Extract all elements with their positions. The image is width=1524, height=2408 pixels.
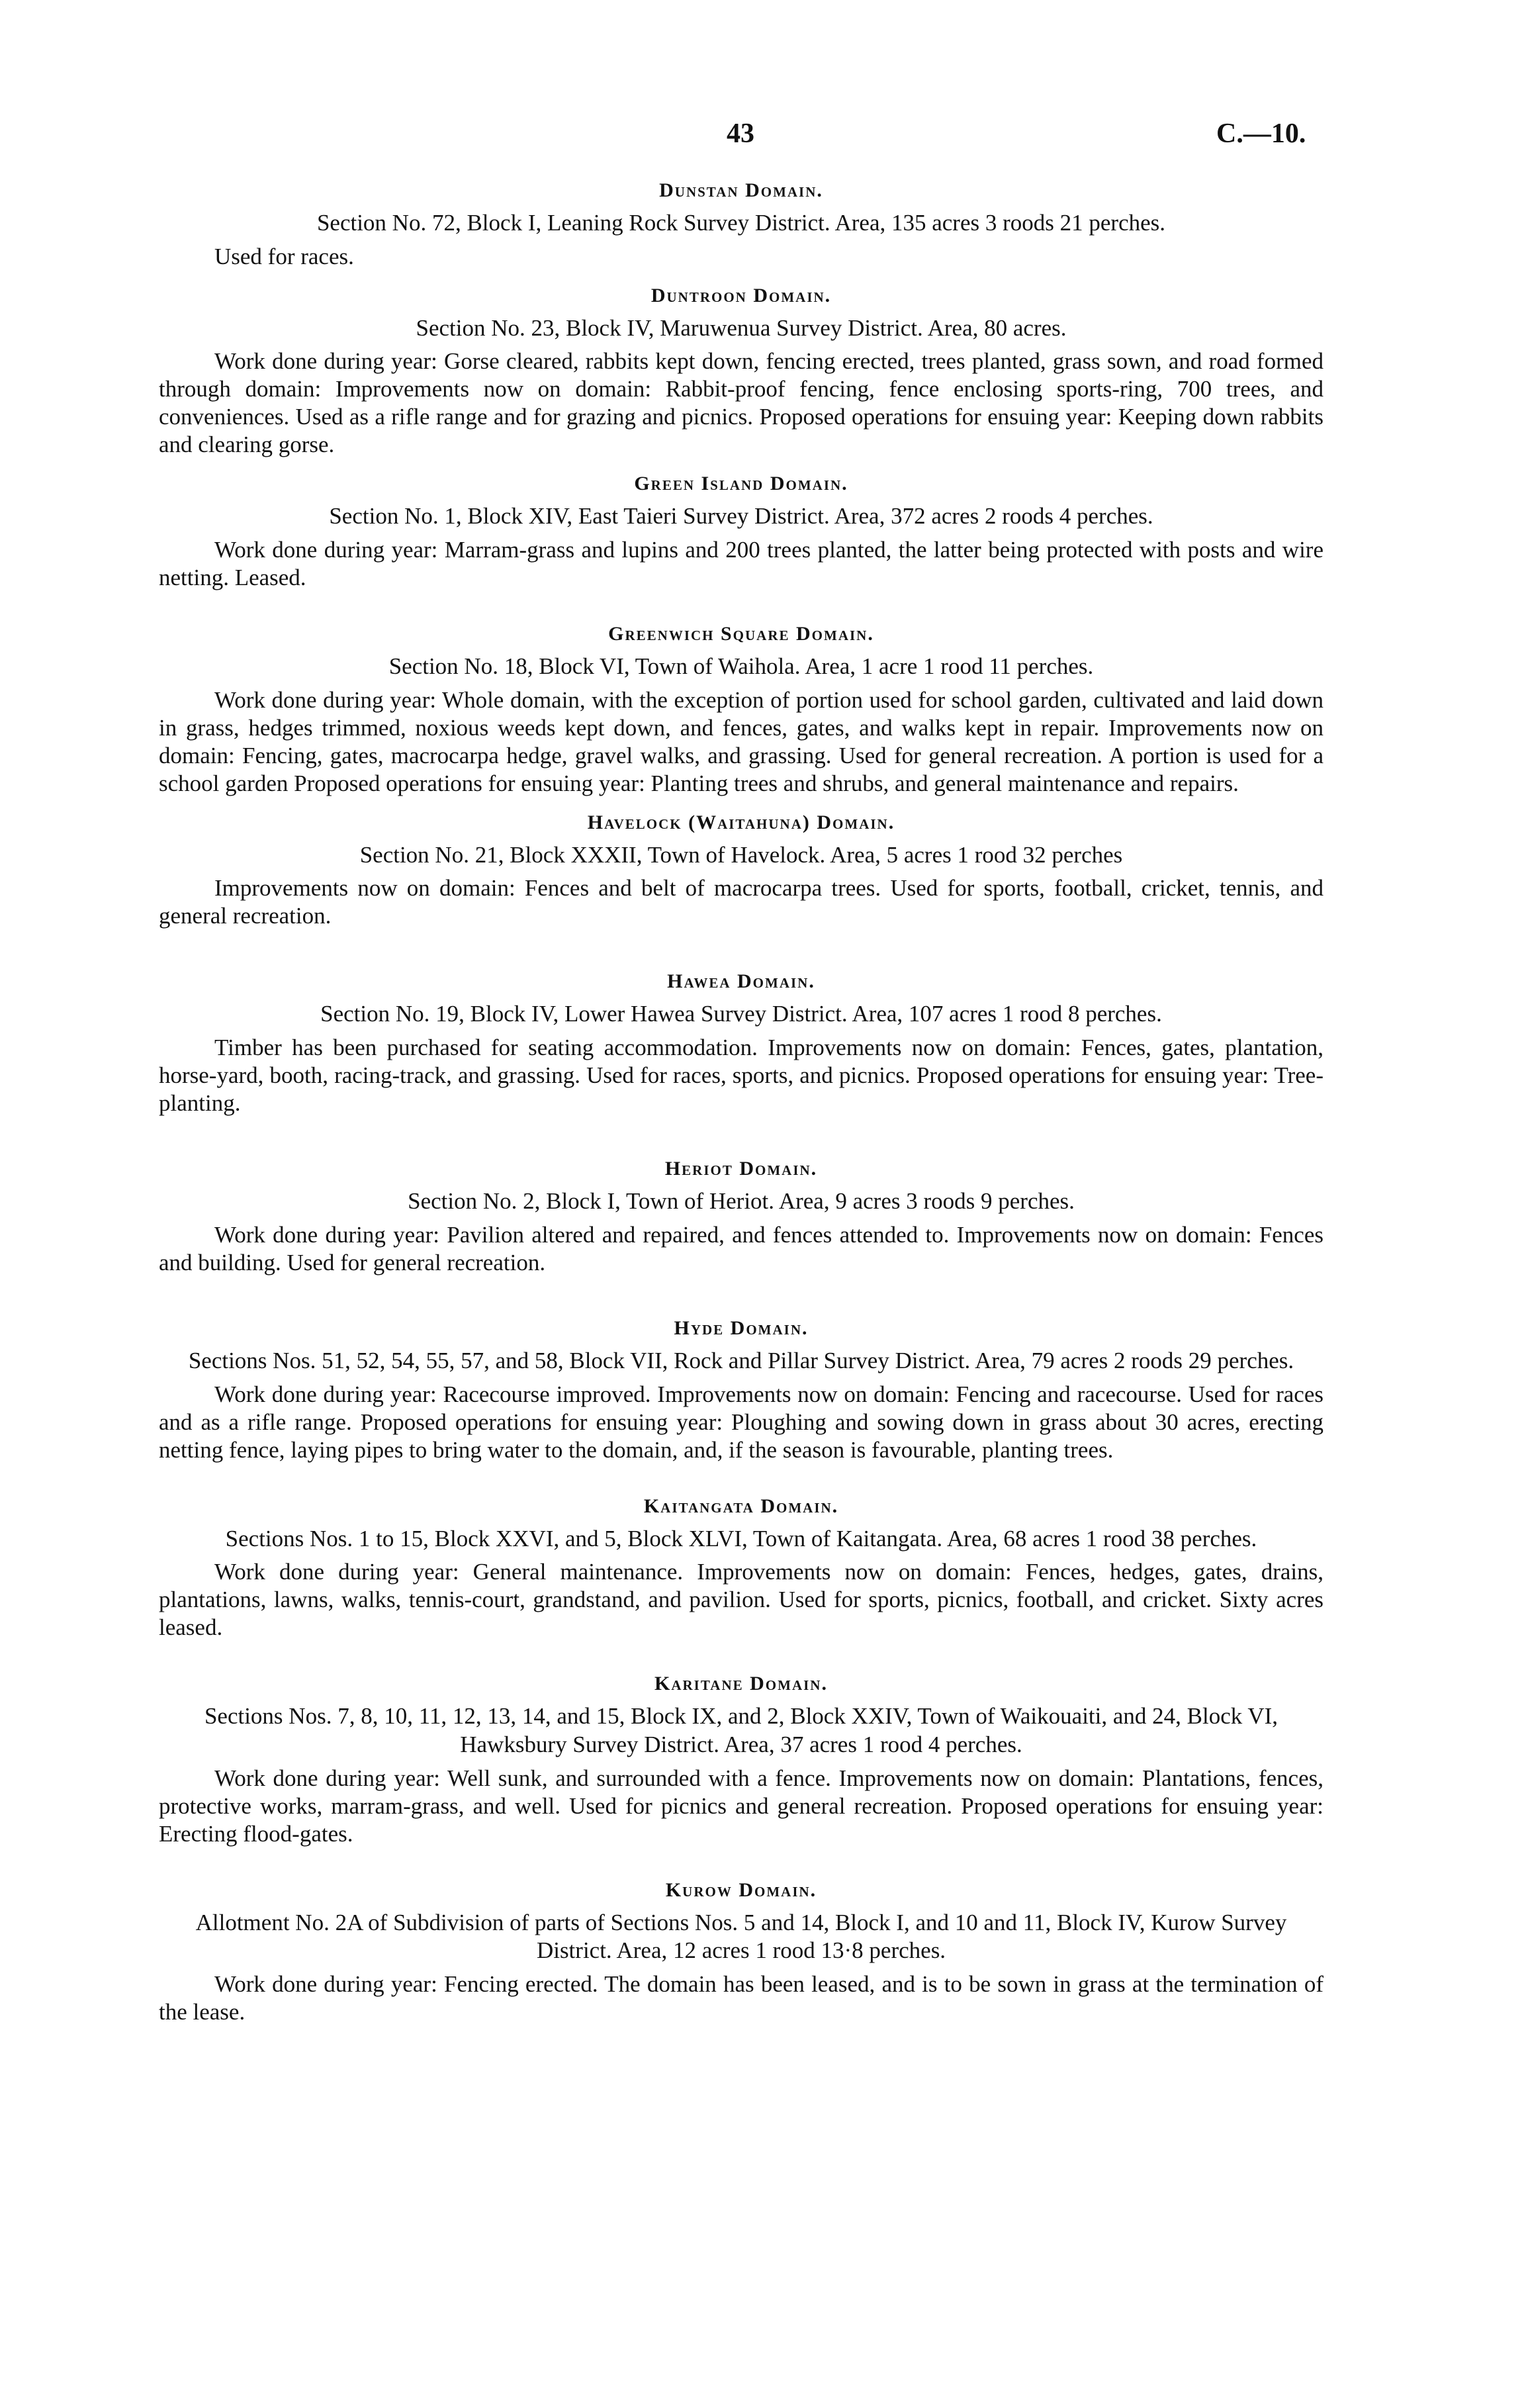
section-particulars: Section No. 1, Block XIV, East Taieri Survey District. Area, 372 acres 2 roods 4 perches.	[329, 503, 1153, 530]
section-body: Improvements now on domain: Fences and belt of macrocarpa trees. Used for sports, football, cricket, tennis, and general recreation.	[159, 875, 1323, 929]
section-karitane-domain	[159, 1672, 1323, 1847]
section-heading: Dunstan Domain.	[659, 179, 823, 201]
section-body: Work done during year: Pavilion altered and repaired, and fences attended to. Improvements now on domain: Fences and building. Used for general recreation.	[159, 1221, 1323, 1275]
section-heading: Hawea Domain.	[667, 970, 815, 993]
section-heriot-domain	[159, 1157, 1323, 1277]
section-body: Work done during year: Gorse cleared, rabbits kept down, fencing erected, trees planted, grass sown, and road formed through domain: Improvements now on domain: Rabbit-proof fencing, fence enclosing sports-ring, 700 trees, and conveniences. Used as a rifle range and for grazing and picnics. Proposed operations for ensuing year: Keeping down rabbits and clearing gorse.	[159, 348, 1323, 458]
section-hyde-domain	[159, 1317, 1323, 1464]
section-dunstan-domain	[159, 179, 1323, 271]
section-body: Work done during year: Well sunk, and surrounded with a fence. Improvements now on domain: Plantations, fences, protective works, marram-grass, and well. Used for picnics and general recreation. Proposed operations for ensuing year: Erecting flood-gates.	[159, 1765, 1323, 1847]
section-heading: Hyde Domain.	[674, 1317, 809, 1339]
section-body: Work done during year: Whole domain, with the exception of portion used for school garden, cultivated and laid down in grass, hedges trimmed, noxious weeds kept down, and fences, gates, and walks kept in repair. Improvements now on domain: Fencing, gates, macrocarpa hedge, gravel walks, and grassing. Used for general recreation. A portion is used for a school garden Proposed operations for ensuing year: Planting trees and shrubs, and general maintenance and repairs.	[159, 686, 1323, 796]
section-body: Work done during year: Racecourse improved. Improvements now on domain: Fencing and racecourse. Used for races and as a rifle range. Proposed operations for ensuing year: Ploughing and sowing down in grass about 30 acres, erecting netting fence, laying pipes to bring water to the domain, and, if the season is favourable, planting trees.	[159, 1381, 1323, 1463]
section-particulars: Section No. 72, Block I, Leaning Rock Survey District. Area, 135 acres 3 roods 21 perches.	[316, 210, 1166, 236]
section-kaitangata-domain	[159, 1495, 1323, 1642]
section-heading: Kaitangata Domain.	[643, 1495, 839, 1517]
section-particulars: Section No. 19, Block IV, Lower Hawea Survey District. Area, 107 acres 1 rood 8 perches.	[320, 1001, 1162, 1027]
section-heading: Karitane Domain.	[654, 1673, 828, 1695]
section-particulars: Sections Nos. 7, 8, 10, 11, 12, 13, 14, and 15, Block IX, and 2, Block XXIV, Town of Waikouaiti, and 24, Block VI, Hawksbury Survey District. Area, 37 acres 1 rood 4 perches.	[204, 1703, 1278, 1757]
section-particulars: Sections Nos. 51, 52, 54, 55, 57, and 58, Block VII, Rock and Pillar Survey District. Area, 79 acres 2 roods 29 perches.	[188, 1347, 1294, 1373]
section-heading: Duntroon Domain.	[650, 284, 832, 306]
section-kurow-domain	[159, 1878, 1323, 2026]
section-body: Timber has been purchased for seating accommodation. Improvements now on domain: Fences, gates, plantation, horse-yard, booth, racing-track, and grassing. Used for races, sports, and picnics. Proposed operations for ensuing year: Tree-planting.	[159, 1035, 1323, 1117]
section-heading: Kurow Domain.	[665, 1878, 817, 1901]
section-hawea-domain	[159, 970, 1323, 1117]
document-reference: C.—10.	[1216, 118, 1306, 149]
section-body: Used for races.	[214, 243, 354, 269]
section-body: Work done during year: Marram-grass and lupins and 200 trees planted, the latter being protected with posts and wire netting. Leased.	[159, 537, 1323, 591]
section-duntroon-domain	[159, 284, 1323, 459]
section-havelock-domain	[159, 811, 1323, 931]
section-particulars: Section No. 23, Block IV, Maruwenua Survey District. Area, 80 acres.	[416, 314, 1067, 341]
section-particulars: Sections Nos. 1 to 15, Block XXVI, and 5, Block XLVI, Town of Kaitangata. Area, 68 acres 1 rood 38 perches.	[225, 1525, 1257, 1551]
section-green-island-domain	[159, 472, 1323, 592]
section-particulars: Allotment No. 2A of Subdivision of parts of Sections Nos. 5 and 14, Block I, and 10 and 11, Block IV, Kurow Survey District. Area, 12 acres 1 rood 13·8 perches.	[195, 1909, 1287, 1964]
section-particulars: Section No. 21, Block XXXII, Town of Havelock. Area, 5 acres 1 rood 32 perches	[359, 841, 1123, 868]
page-content	[159, 179, 1323, 2026]
section-particulars: Section No. 18, Block VI, Town of Waihola. Area, 1 acre 1 rood 11 perches.	[388, 653, 1094, 680]
section-greenwich-square-domain	[159, 622, 1323, 798]
section-heading: Heriot Domain.	[664, 1158, 818, 1180]
section-body: Work done during year: General maintenance. Improvements now on domain: Fences, hedges, gates, drains, plantations, lawns, walks, tennis-court, grandstand, and pavilion. Used for sports, picnics, football, and cricket. Sixty acres leased.	[159, 1559, 1323, 1641]
page-number: 43	[727, 118, 754, 149]
section-heading: Havelock (Waitahuna) Domain.	[587, 811, 895, 833]
section-heading: Green Island Domain.	[634, 473, 848, 495]
section-body: Work done during year: Fencing erected. The domain has been leased, and is to be sown in grass at the termination of the lease.	[159, 1970, 1323, 2025]
section-heading: Greenwich Square Domain.	[608, 623, 874, 645]
section-particulars: Section No. 2, Block I, Town of Heriot. Area, 9 acres 3 roods 9 perches.	[408, 1188, 1075, 1215]
